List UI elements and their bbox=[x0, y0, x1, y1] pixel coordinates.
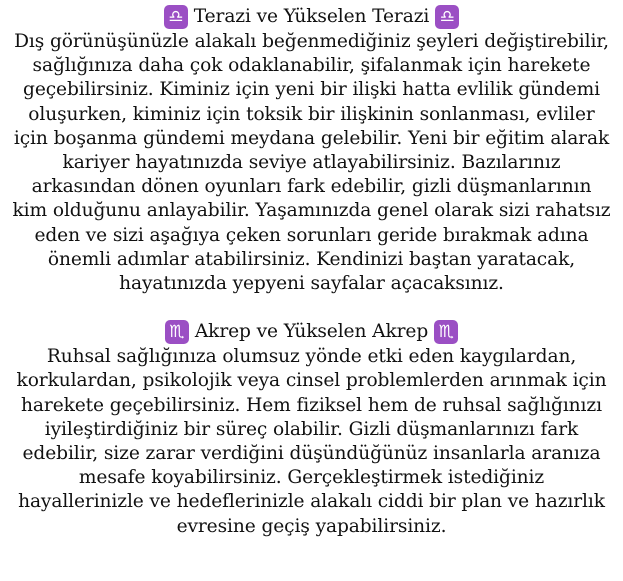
section-heading bbox=[0, 4, 623, 30]
body-line: harekete geçebilirsiniz. Hem fiziksel hem de ruhsal sağlığınızı bbox=[21, 394, 602, 416]
body-line: oluşurken, kiminiz için toksik bir ilişkinin sonlanması, evliler bbox=[28, 103, 595, 125]
body-line: kim olduğunu anlayabilir. Yaşamınızda genel olarak sizi rahatsız bbox=[12, 200, 611, 222]
body-line: hayallerinizle ve hedeflerinizle alakalı ciddi bir plan ve hazırlık bbox=[18, 491, 605, 513]
scorpio-icon: ♏ bbox=[165, 320, 189, 344]
section-heading bbox=[0, 319, 623, 345]
section-body bbox=[0, 30, 623, 296]
section-libra bbox=[0, 4, 623, 296]
section-body bbox=[0, 345, 623, 539]
body-line: evresine geçiş yapabilirsiniz. bbox=[176, 515, 447, 537]
scorpio-icon: ♏ bbox=[434, 320, 458, 344]
body-line: arkasından dönen oyunları fark edebilir, gizli düşmanlarının bbox=[31, 176, 592, 198]
body-line: korkulardan, psikolojik veya cinsel problemlerden arınmak için bbox=[16, 370, 607, 392]
libra-icon: ♎ bbox=[435, 5, 459, 29]
section-title: Akrep ve Yükselen Akrep bbox=[194, 321, 429, 343]
body-line: önemli adımlar atabilirsiniz. Kendinizi baştan yaratacak, bbox=[47, 248, 576, 270]
section-scorpio bbox=[0, 319, 623, 539]
body-line: Ruhsal sağlığınıza olumsuz yönde etki eden kaygılardan, bbox=[46, 346, 577, 368]
libra-icon: ♎ bbox=[164, 5, 188, 29]
body-line: kariyer hayatınızda seviye atlayabilirsiniz. Bazılarınız bbox=[62, 152, 561, 174]
body-line: eden ve sizi aşağıya çeken sorunları geride bırakmak adına bbox=[34, 224, 589, 246]
body-line: sağlığınıza daha çok odaklanabilir, şifalanmak için harekete bbox=[32, 55, 591, 77]
body-line: geçebilirsiniz. Kiminiz için yeni bir ilişki hatta evlilik gündemi bbox=[23, 79, 600, 101]
body-line: edebilir, size zarar verdiğini düşündüğünüz insanlarla aranıza bbox=[22, 443, 601, 465]
body-line: hayatınızda yepyeni sayfalar açacaksınız. bbox=[119, 273, 504, 295]
body-line: iyileştirdiğiniz bir süreç olabilir. Gizli düşmanlarınızı fark bbox=[44, 418, 579, 440]
body-line: için boşanma gündemi meydana gelebilir. Yeni bir eğitim alarak bbox=[13, 127, 610, 149]
body-line: mesafe koyabilirsiniz. Gerçekleştirmek istediğiniz bbox=[78, 467, 545, 489]
body-line: Dış görünüşünüzle alakalı beğenmediğiniz şeyleri değiştirebilir, bbox=[14, 31, 609, 52]
section-title: Terazi ve Yükselen Terazi bbox=[193, 5, 430, 27]
